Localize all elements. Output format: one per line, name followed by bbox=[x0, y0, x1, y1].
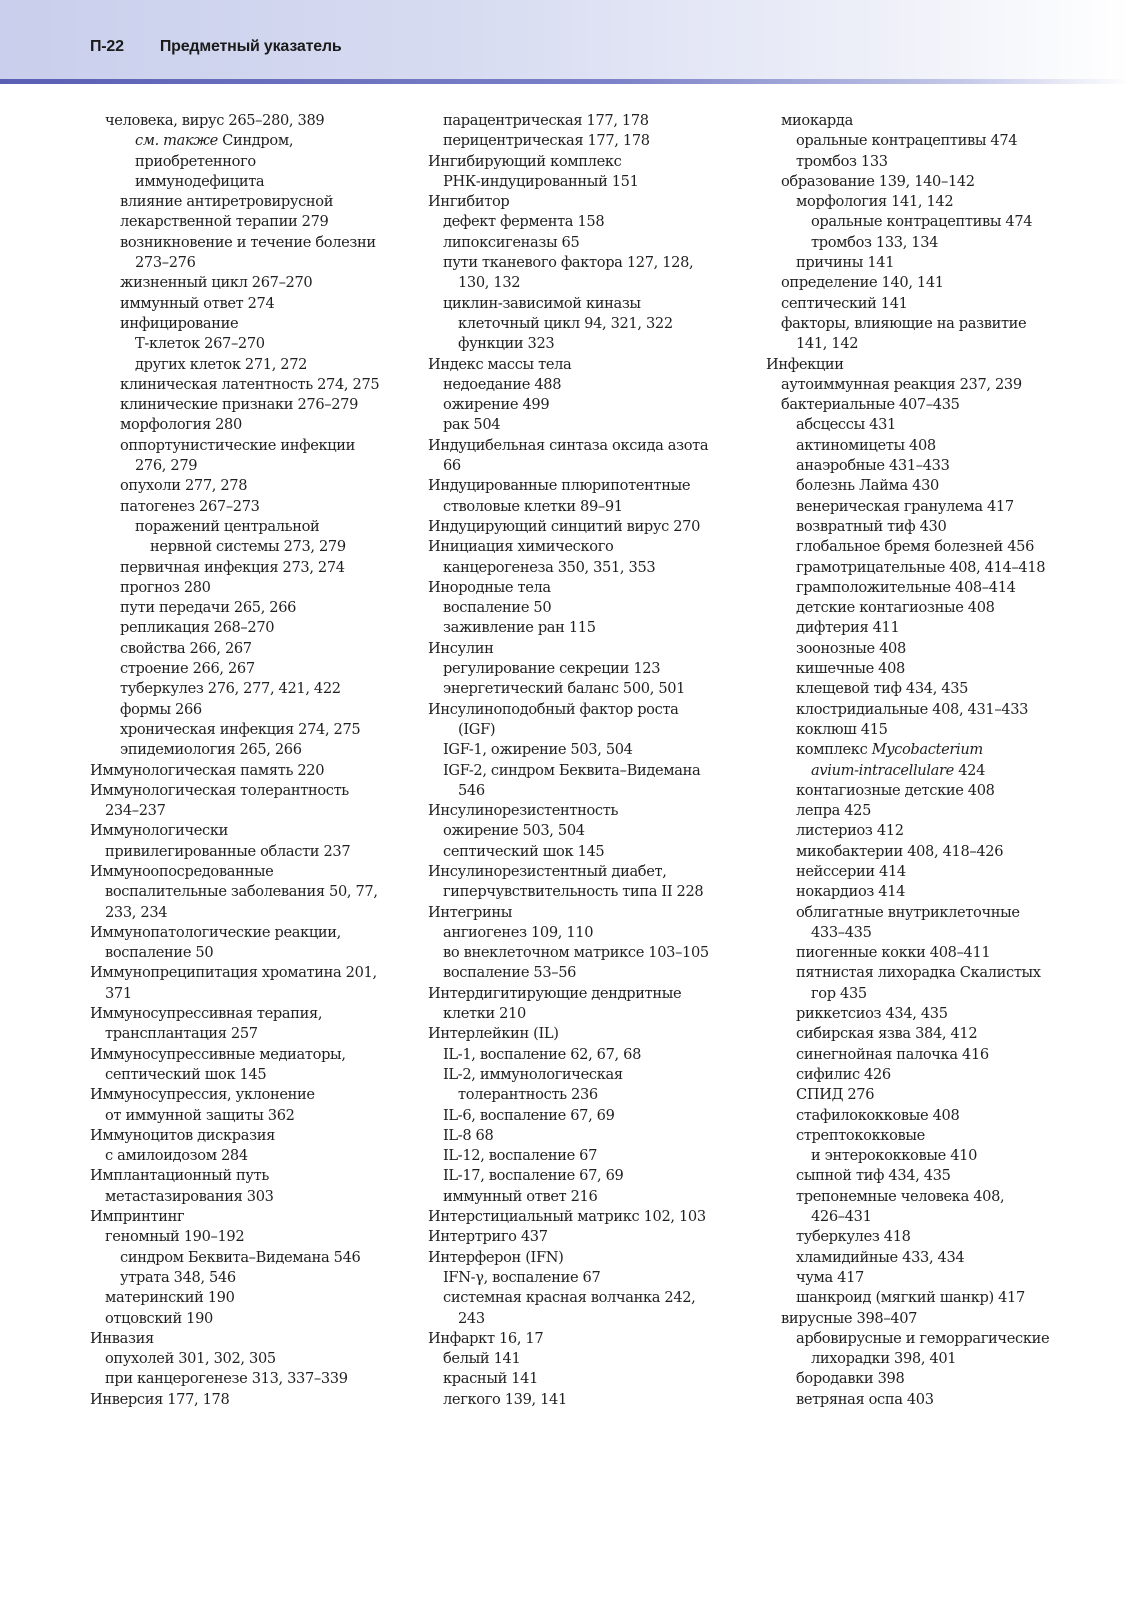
index-entry: метастазирования 303 bbox=[105, 1187, 274, 1205]
index-entry: инфицирование bbox=[120, 314, 239, 332]
page-number: П-22 bbox=[90, 38, 124, 55]
index-entry: Индуцибельная синтаза оксида азота bbox=[428, 436, 709, 454]
index-entry: IFN-γ, воспаление 67 bbox=[443, 1268, 601, 1286]
index-entry: оппортунистические инфекции bbox=[120, 436, 356, 454]
index-entry: легкого 139, 141 bbox=[443, 1390, 567, 1408]
index-entry: 433–435 bbox=[811, 923, 872, 941]
index-entry: шанкроид (мягкий шанкр) 417 bbox=[796, 1289, 1025, 1307]
index-entry: свойства 266, 267 bbox=[120, 639, 252, 657]
index-entry: системная красная волчанка 242, bbox=[443, 1289, 696, 1307]
index-entry: Интегрины bbox=[428, 903, 513, 921]
index-entry: Инсулинорезистентный диабет, bbox=[428, 862, 667, 880]
index-entry: клеточный цикл 94, 321, 322 bbox=[458, 314, 673, 332]
index-entry: Иммунологически bbox=[90, 822, 229, 840]
index-entry: нейссерии 414 bbox=[796, 862, 906, 880]
index-entry: глобальное бремя болезней 456 bbox=[796, 538, 1035, 556]
index-entry: лекарственной терапии 279 bbox=[120, 213, 329, 231]
index-entry: грамотрицательные 408, 414–418 bbox=[796, 558, 1046, 576]
index-entry: образование 139, 140–142 bbox=[781, 172, 975, 190]
index-entry: ожирение 499 bbox=[443, 396, 550, 414]
index-entry: бактериальные 407–435 bbox=[781, 396, 960, 414]
index-entry: морфология 141, 142 bbox=[796, 193, 954, 211]
index-entry: иммунный ответ 274 bbox=[120, 294, 275, 312]
index-entry: репликация 268–270 bbox=[120, 619, 275, 637]
index-entry: клещевой тиф 434, 435 bbox=[796, 680, 969, 698]
index-entry: клостридиальные 408, 431–433 bbox=[796, 700, 1029, 718]
index-entry: септический шок 145 bbox=[105, 1065, 267, 1083]
index-column-2 bbox=[428, 111, 748, 1410]
index-entry: Инсулинорезистентность bbox=[428, 802, 619, 820]
index-entry: 130, 132 bbox=[458, 274, 521, 292]
index-entry: оральные контрацептивы 474 bbox=[796, 132, 1018, 150]
index-entry: пятнистая лихорадка Скалистых bbox=[796, 964, 1041, 982]
index-entry: первичная инфекция 273, 274 bbox=[120, 558, 345, 576]
running-header-text bbox=[90, 38, 342, 56]
index-entry: стволовые клетки 89–91 bbox=[443, 497, 623, 515]
index-entry: 234–237 bbox=[105, 802, 166, 820]
index-entry: заживление ран 115 bbox=[443, 619, 596, 637]
index-entry: комплекс Mycobacterium bbox=[796, 741, 983, 759]
index-entry: трансплантация 257 bbox=[105, 1025, 258, 1043]
index-entry: материнский 190 bbox=[105, 1289, 235, 1307]
index-entry: венерическая гранулема 417 bbox=[796, 497, 1014, 515]
index-entry: септический 141 bbox=[781, 294, 908, 312]
index-entry: морфология 280 bbox=[120, 416, 242, 434]
index-entry: влияние антиретровирусной bbox=[120, 193, 334, 211]
index-entry: болезнь Лайма 430 bbox=[796, 477, 939, 495]
header-rule bbox=[0, 79, 1132, 84]
index-entry: перицентрическая 177, 178 bbox=[443, 132, 650, 150]
index-entry: микобактерии 408, 418–426 bbox=[796, 842, 1004, 860]
index-entry: трепонемные человека 408, bbox=[796, 1187, 1005, 1205]
index-entry: IGF-2, синдром Беквита–Видемана bbox=[443, 761, 701, 779]
index-entry: иммунный ответ 216 bbox=[443, 1187, 598, 1205]
index-entry: гор 435 bbox=[811, 984, 867, 1002]
index-entry: Иммунопатологические реакции, bbox=[90, 923, 341, 941]
index-entry: ангиогенез 109, 110 bbox=[443, 923, 594, 941]
index-entry: приобретенного bbox=[135, 152, 256, 170]
index-entry: синегнойная палочка 416 bbox=[796, 1045, 989, 1063]
index-entry: человека, вирус 265–280, 389 bbox=[105, 112, 325, 129]
index-entry: парацентрическая 177, 178 bbox=[443, 112, 649, 129]
index-entry: 141, 142 bbox=[796, 335, 859, 353]
index-entry: дифтерия 411 bbox=[796, 619, 900, 637]
index-entry: клиническая латентность 274, 275 bbox=[120, 375, 380, 393]
index-entry: миокарда bbox=[781, 112, 853, 129]
index-entry: ветряная оспа 403 bbox=[796, 1390, 934, 1408]
index-column-1 bbox=[90, 111, 410, 1410]
index-entry: синдром Беквита–Видемана 546 bbox=[120, 1248, 361, 1266]
index-entry: Индекс массы тела bbox=[428, 355, 572, 373]
index-entry: 426–431 bbox=[811, 1208, 872, 1226]
index-entry: 233, 234 bbox=[105, 903, 168, 921]
index-entry: 66 bbox=[443, 457, 461, 475]
index-entry: кишечные 408 bbox=[796, 660, 905, 678]
index-entry: геномный 190–192 bbox=[105, 1228, 245, 1246]
index-entry: аутоиммунная реакция 237, 239 bbox=[781, 375, 1022, 393]
index-entry: Импринтинг bbox=[90, 1208, 185, 1226]
index-entry: IL-2, иммунологическая bbox=[443, 1065, 623, 1083]
index-entry: Интерстициальный матрикс 102, 103 bbox=[428, 1208, 706, 1226]
index-entry: хроническая инфекция 274, 275 bbox=[120, 720, 361, 738]
index-entry: Интерферон (IFN) bbox=[428, 1248, 564, 1266]
index-entry: сифилис 426 bbox=[796, 1065, 891, 1083]
index-entry: Индуцирующий синцитий вирус 270 bbox=[428, 517, 701, 535]
index-entry: IL-12, воспаление 67 bbox=[443, 1147, 598, 1165]
index-entry: тромбоз 133, 134 bbox=[811, 233, 939, 251]
index-entry: Инвазия bbox=[90, 1329, 154, 1347]
index-entry: облигатные внутриклеточные bbox=[796, 903, 1020, 921]
index-entry: риккетсиоз 434, 435 bbox=[796, 1005, 948, 1023]
index-entry: зоонозные 408 bbox=[796, 639, 906, 657]
index-entry: энергетический баланс 500, 501 bbox=[443, 680, 686, 698]
index-entry: абсцессы 431 bbox=[796, 416, 896, 434]
index-entry: Иммунологическая память 220 bbox=[90, 761, 325, 779]
index-entry: эпидемиология 265, 266 bbox=[120, 741, 302, 759]
index-entry: пути передачи 265, 266 bbox=[120, 599, 297, 617]
index-entry: красный 141 bbox=[443, 1370, 539, 1388]
index-entry: коклюш 415 bbox=[796, 720, 888, 738]
index-entry: липоксигеназы 65 bbox=[443, 233, 580, 251]
index-entry: Инфаркт 16, 17 bbox=[428, 1329, 544, 1347]
index-entry: регулирование секреции 123 bbox=[443, 660, 661, 678]
index-entry: туберкулез 418 bbox=[796, 1228, 911, 1246]
index-entry: Иммуноопосредованные bbox=[90, 862, 274, 880]
index-entry: Инородные тела bbox=[428, 578, 551, 596]
index-entry: клинические признаки 276–279 bbox=[120, 396, 359, 414]
index-entry: толерантность 236 bbox=[458, 1086, 598, 1104]
index-entry: рак 504 bbox=[443, 416, 501, 434]
index-entry: факторы, влияющие на развитие bbox=[781, 314, 1027, 332]
index-entry: клетки 210 bbox=[443, 1005, 526, 1023]
index-entry: (IGF) bbox=[458, 720, 496, 738]
index-entry: стафилококковые 408 bbox=[796, 1106, 960, 1124]
index-entry: белый 141 bbox=[443, 1350, 521, 1368]
index-entry: утрата 348, 546 bbox=[120, 1268, 236, 1286]
index-entry: 276, 279 bbox=[135, 457, 198, 475]
index-column-3 bbox=[766, 111, 1096, 1410]
index-entry: 273–276 bbox=[135, 254, 196, 272]
index-entry: 546 bbox=[458, 781, 485, 799]
index-entry: нервной системы 273, 279 bbox=[150, 538, 346, 556]
index-entry: опухоли 277, 278 bbox=[120, 477, 248, 495]
index-entry: определение 140, 141 bbox=[781, 274, 944, 292]
index-entry: IL-8 68 bbox=[443, 1126, 494, 1144]
index-entry: хламидийные 433, 434 bbox=[796, 1248, 965, 1266]
index-entry: возникновение и течение болезни bbox=[120, 233, 376, 251]
index-entry: с амилоидозом 284 bbox=[105, 1147, 248, 1165]
index-entry: Ингибитор bbox=[428, 193, 510, 211]
index-entry: циклин-зависимой киназы bbox=[443, 294, 641, 312]
index-entry: вирусные 398–407 bbox=[781, 1309, 918, 1327]
index-entry: во внеклеточном матриксе 103–105 bbox=[443, 944, 709, 962]
index-entry: Иммуносупрессия, уклонение bbox=[90, 1086, 315, 1104]
index-entry: Инициация химического bbox=[428, 538, 614, 556]
index-entry: привилегированные области 237 bbox=[105, 842, 351, 860]
index-entry: септический шок 145 bbox=[443, 842, 605, 860]
index-entry: бородавки 398 bbox=[796, 1370, 905, 1388]
index-entry: сибирская язва 384, 412 bbox=[796, 1025, 978, 1043]
index-entry: причины 141 bbox=[796, 254, 895, 272]
index-entry: при канцерогенезе 313, 337–339 bbox=[105, 1370, 348, 1388]
index-entry: оральные контрацептивы 474 bbox=[811, 213, 1033, 231]
index-entry: Инсулиноподобный фактор роста bbox=[428, 700, 679, 718]
index-entry: детские контагиозные 408 bbox=[796, 599, 995, 617]
index-entry: IL-17, воспаление 67, 69 bbox=[443, 1167, 624, 1185]
index-entry: Иммуносупрессивные медиаторы, bbox=[90, 1045, 346, 1063]
index-entry: Инсулин bbox=[428, 639, 494, 657]
index-entry: Иммуносупрессивная терапия, bbox=[90, 1005, 323, 1023]
index-entry: строение 266, 267 bbox=[120, 660, 255, 678]
index-entry: гиперчувствительность типа II 228 bbox=[443, 883, 704, 901]
index-entry: тромбоз 133 bbox=[796, 152, 888, 170]
index-entry: IGF-1, ожирение 503, 504 bbox=[443, 741, 633, 759]
index-entry: и энтерококковые 410 bbox=[811, 1147, 978, 1165]
index-entry: IL-6, воспаление 67, 69 bbox=[443, 1106, 615, 1124]
index-entry: анаэробные 431–433 bbox=[796, 457, 950, 475]
index-entry: листериоз 412 bbox=[796, 822, 904, 840]
index-entry: 371 bbox=[105, 984, 132, 1002]
index-entry: Интертриго 437 bbox=[428, 1228, 548, 1246]
index-entry: пиогенные кокки 408–411 bbox=[796, 944, 991, 962]
index-entry: иммунодефицита bbox=[135, 172, 265, 190]
index-entry: прогноз 280 bbox=[120, 578, 211, 596]
index-entry: канцерогенеза 350, 351, 353 bbox=[443, 558, 656, 576]
index-entry: Интердигитирующие дендритные bbox=[428, 984, 682, 1002]
index-entry: avium-intracellulare 424 bbox=[811, 761, 986, 779]
index-entry: ожирение 503, 504 bbox=[443, 822, 585, 840]
index-entry: контагиозные детские 408 bbox=[796, 781, 995, 799]
index-entry: Ингибирующий комплекс bbox=[428, 152, 622, 170]
index-entry: воспалительные заболевания 50, 77, bbox=[105, 883, 378, 901]
index-entry: Инверсия 177, 178 bbox=[90, 1390, 230, 1408]
index-entry: воспаление 50 bbox=[105, 944, 214, 962]
index-entry: Иммунопреципитация хроматина 201, bbox=[90, 964, 377, 982]
page-title: Предметный указатель bbox=[159, 38, 342, 55]
index-entry: сыпной тиф 434, 435 bbox=[796, 1167, 951, 1185]
index-entry: лепра 425 bbox=[796, 802, 872, 820]
index-entry: воспаление 50 bbox=[443, 599, 552, 617]
index-entry: Интерлейкин (IL) bbox=[428, 1025, 559, 1043]
index-entry: туберкулез 276, 277, 421, 422 bbox=[120, 680, 341, 698]
index-entry: стрептококковые bbox=[796, 1126, 925, 1144]
index-entry: Иммуноцитов дискразия bbox=[90, 1126, 275, 1144]
index-entry: Иммунологическая толерантность bbox=[90, 781, 349, 799]
index-entry: недоедание 488 bbox=[443, 375, 562, 393]
index-entry: от иммунной защиты 362 bbox=[105, 1106, 295, 1124]
index-entry: Индуцированные плюрипотентные bbox=[428, 477, 691, 495]
index-entry: воспаление 53–56 bbox=[443, 964, 577, 982]
index-entry: формы 266 bbox=[120, 700, 202, 718]
index-entry: Имплантационный путь bbox=[90, 1167, 269, 1185]
index-entry: других клеток 271, 272 bbox=[135, 355, 308, 373]
index-entry: лихорадки 398, 401 bbox=[811, 1350, 957, 1368]
index-entry: СПИД 276 bbox=[796, 1086, 875, 1104]
index-entry: дефект фермента 158 bbox=[443, 213, 605, 231]
index-entry: актиномицеты 408 bbox=[796, 436, 936, 454]
index-entry: РНК-индуцированный 151 bbox=[443, 172, 639, 190]
index-entry: Т-клеток 267–270 bbox=[135, 335, 265, 353]
index-entry: возвратный тиф 430 bbox=[796, 517, 947, 535]
index-entry: 243 bbox=[458, 1309, 485, 1327]
index-entry: пути тканевого фактора 127, 128, bbox=[443, 254, 694, 272]
index-entry: чума 417 bbox=[796, 1268, 864, 1286]
index-entry: арбовирусные и геморрагические bbox=[796, 1329, 1050, 1347]
index-entry: опухолей 301, 302, 305 bbox=[105, 1350, 276, 1368]
index-entry: нокардиоз 414 bbox=[796, 883, 906, 901]
index-entry: грамположительные 408–414 bbox=[796, 578, 1016, 596]
index-entry: IL-1, воспаление 62, 67, 68 bbox=[443, 1045, 642, 1063]
index-entry: Инфекции bbox=[766, 355, 844, 373]
index-entry: поражений центральной bbox=[135, 517, 320, 535]
index-entry: функции 323 bbox=[458, 335, 555, 353]
index-entry: патогенез 267–273 bbox=[120, 497, 260, 515]
index-entry: жизненный цикл 267–270 bbox=[120, 274, 313, 292]
index-entry: см. также Синдром, bbox=[135, 132, 294, 150]
index-entry: отцовский 190 bbox=[105, 1309, 213, 1327]
